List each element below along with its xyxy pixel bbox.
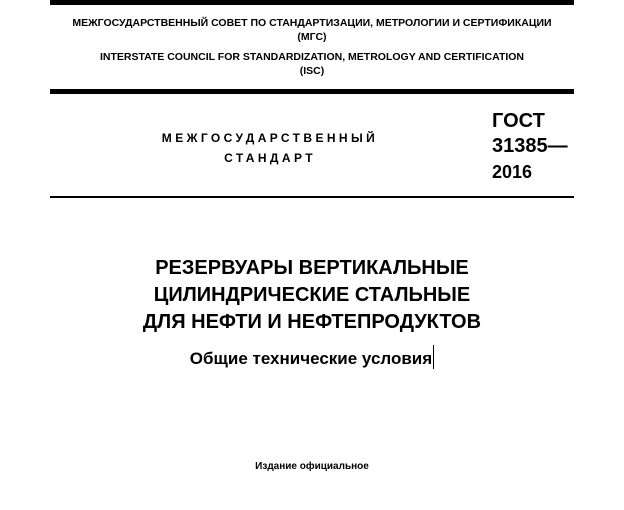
standard-label-line1: МЕЖГОСУДАРСТВЕННЫЙ (161, 131, 379, 145)
council-ru-abbrev: (МГС) (297, 31, 327, 43)
subtitle[interactable] (0, 345, 624, 371)
title-line1: РЕЗЕРВУАРЫ ВЕРТИКАЛЬНЫЕ (155, 257, 469, 279)
text-cursor (433, 345, 434, 369)
lower-rule (50, 196, 574, 198)
top-rule (50, 0, 574, 5)
gost-number: 31385— (492, 135, 568, 157)
middle-rule (50, 89, 574, 94)
council-name-russian (50, 16, 574, 44)
council-name-english (50, 50, 574, 78)
edition-note: Издание официальное (255, 461, 369, 472)
gost-year: 2016 (492, 162, 533, 182)
council-ru-line1: МЕЖГОСУДАРСТВЕННЫЙ СОВЕТ ПО СТАНДАРТИЗАЦИИ, МЕТРОЛОГИИ И СЕРТИФИКАЦИИ (72, 17, 552, 29)
standard-label-line2: СТАНДАРТ (224, 151, 316, 165)
council-en-abbrev: (ISC) (299, 65, 325, 77)
gost-name: ГОСТ (492, 110, 545, 132)
title-line2: ЦИЛИНДРИЧЕСКИЕ СТАЛЬНЫЕ (153, 284, 471, 306)
subtitle-text: Общие технические условия (189, 349, 433, 368)
title-line3: ДЛЯ НЕФТИ И НЕФТЕПРОДУКТОВ (142, 311, 482, 333)
council-en-line1: INTERSTATE COUNCIL FOR STANDARDIZATION, METROLOGY AND CERTIFICATION (99, 51, 525, 63)
